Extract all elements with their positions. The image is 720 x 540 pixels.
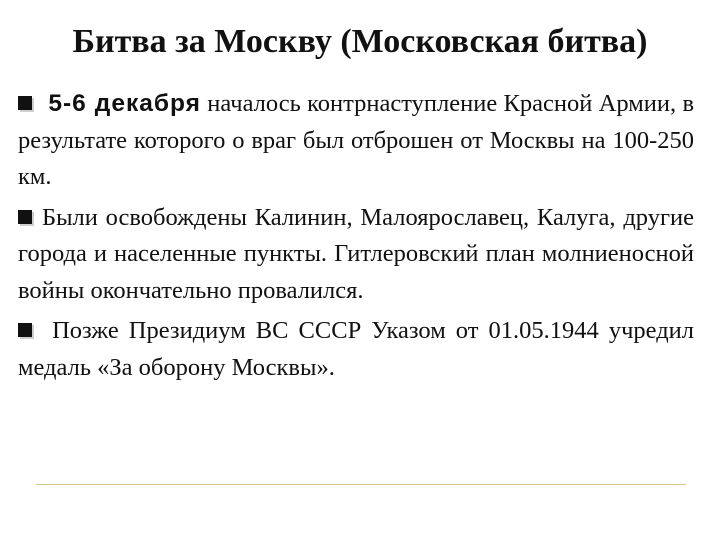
bullet-item <box>18 86 694 196</box>
bullet-list <box>18 86 694 390</box>
square-bullet-icon <box>18 96 32 110</box>
bullet-text: Были освобождены Калинин, Малоярославец, Калуга, другие города и населенные пункты. Гитлеровский план молниеносной войны окончательно провалился. <box>18 203 694 304</box>
slide-title: Битва за Москву (Московская битва) <box>72 23 648 60</box>
bullet-item <box>18 200 694 310</box>
bullet-text: началось контрнаступление Красной Армии, в результате которого о враг был отброшен от Москвы на 100-250 км. <box>18 90 695 190</box>
square-bullet-icon <box>18 210 32 224</box>
square-bullet-icon <box>18 323 32 337</box>
footer-divider <box>36 484 686 485</box>
bullet-bold-lead: 5-6 декабря <box>48 90 201 117</box>
bullet-text: Позже Президиум ВС СССР Указом от 01.05.1944 учредил медаль «За оборону Москвы». <box>18 317 694 381</box>
bullet-item <box>18 313 694 386</box>
